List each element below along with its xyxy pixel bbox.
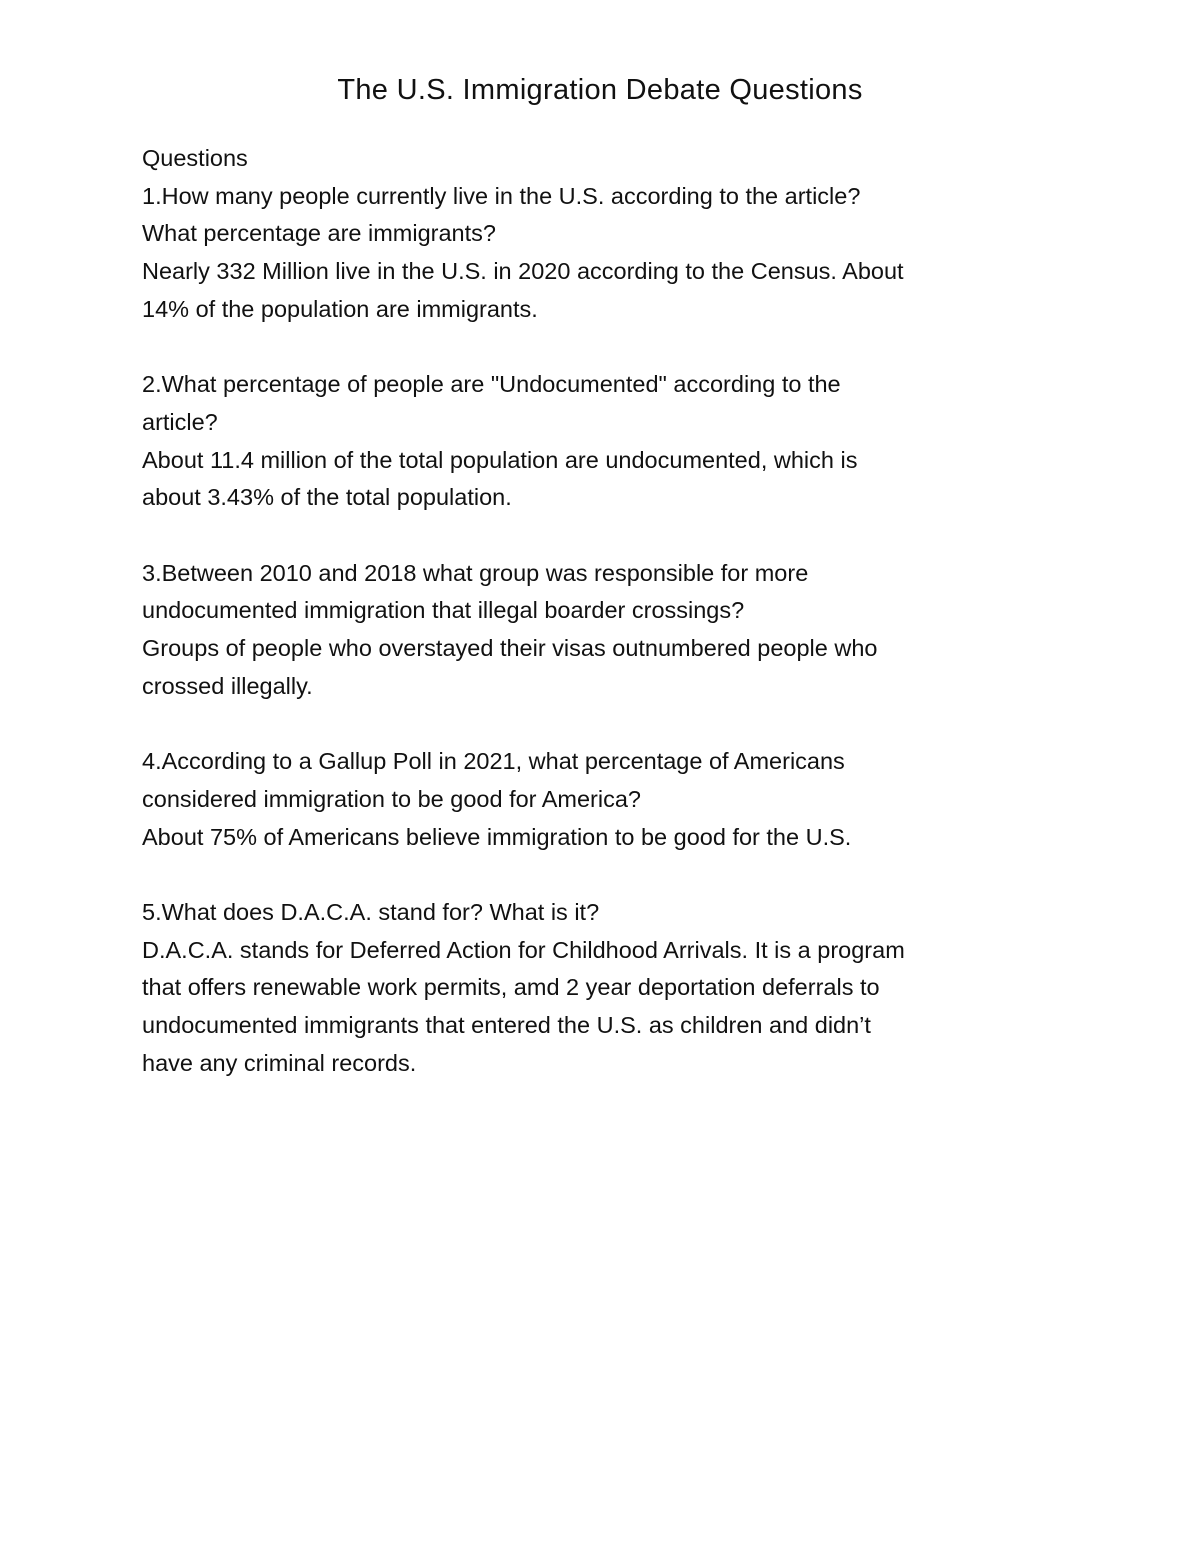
question-line: 2.What percentage of people are "Undocumented" according to the: [142, 371, 841, 398]
answer-line: undocumented immigrants that entered the U.S. as children and didn’t: [142, 1012, 871, 1039]
question-line: What percentage are immigrants?: [142, 220, 496, 247]
section-heading: Questions: [142, 145, 248, 171]
document-title: The U.S. Immigration Debate Questions: [337, 74, 863, 106]
question-line: article?: [142, 408, 218, 435]
answer-line: About 11.4 million of the total population are undocumented, which is: [142, 446, 858, 473]
answer-line: Nearly 332 Million live in the U.S. in 2020 according to the Census. About: [142, 258, 904, 285]
answer-line: that offers renewable work permits, amd 2 year deportation deferrals to: [142, 974, 880, 1001]
document-body: [142, 140, 1072, 1083]
question-line: 5.What does D.A.C.A. stand for? What is it?: [142, 899, 600, 925]
question-answer-item: [142, 894, 1072, 1083]
question-answer-item: [142, 743, 1072, 856]
question-answer-item: [142, 555, 1072, 706]
answer-line: D.A.C.A. stands for Deferred Action for Childhood Arrivals. It is a program: [142, 936, 905, 963]
answer-line: 14% of the population are immigrants.: [142, 295, 538, 322]
question-line: 3.Between 2010 and 2018 what group was responsible for more: [142, 559, 809, 586]
answer-line: about 3.43% of the total population.: [142, 484, 512, 511]
answer-line: Groups of people who overstayed their visas outnumbered people who: [142, 635, 878, 662]
question-line: 4.According to a Gallup Poll in 2021, what percentage of Americans: [142, 748, 845, 775]
question-line: considered immigration to be good for America?: [142, 785, 641, 812]
question-answer-item: [142, 366, 1072, 517]
answer-line: have any criminal records.: [142, 1049, 417, 1076]
question-line: undocumented immigration that illegal boarder crossings?: [142, 597, 745, 624]
question-answer-item: [142, 178, 1072, 329]
answer-line: crossed illegally.: [142, 672, 313, 699]
answer-line: About 75% of Americans believe immigration to be good for the U.S.: [142, 823, 852, 850]
question-line: 1.How many people currently live in the U.S. according to the article?: [142, 182, 861, 209]
